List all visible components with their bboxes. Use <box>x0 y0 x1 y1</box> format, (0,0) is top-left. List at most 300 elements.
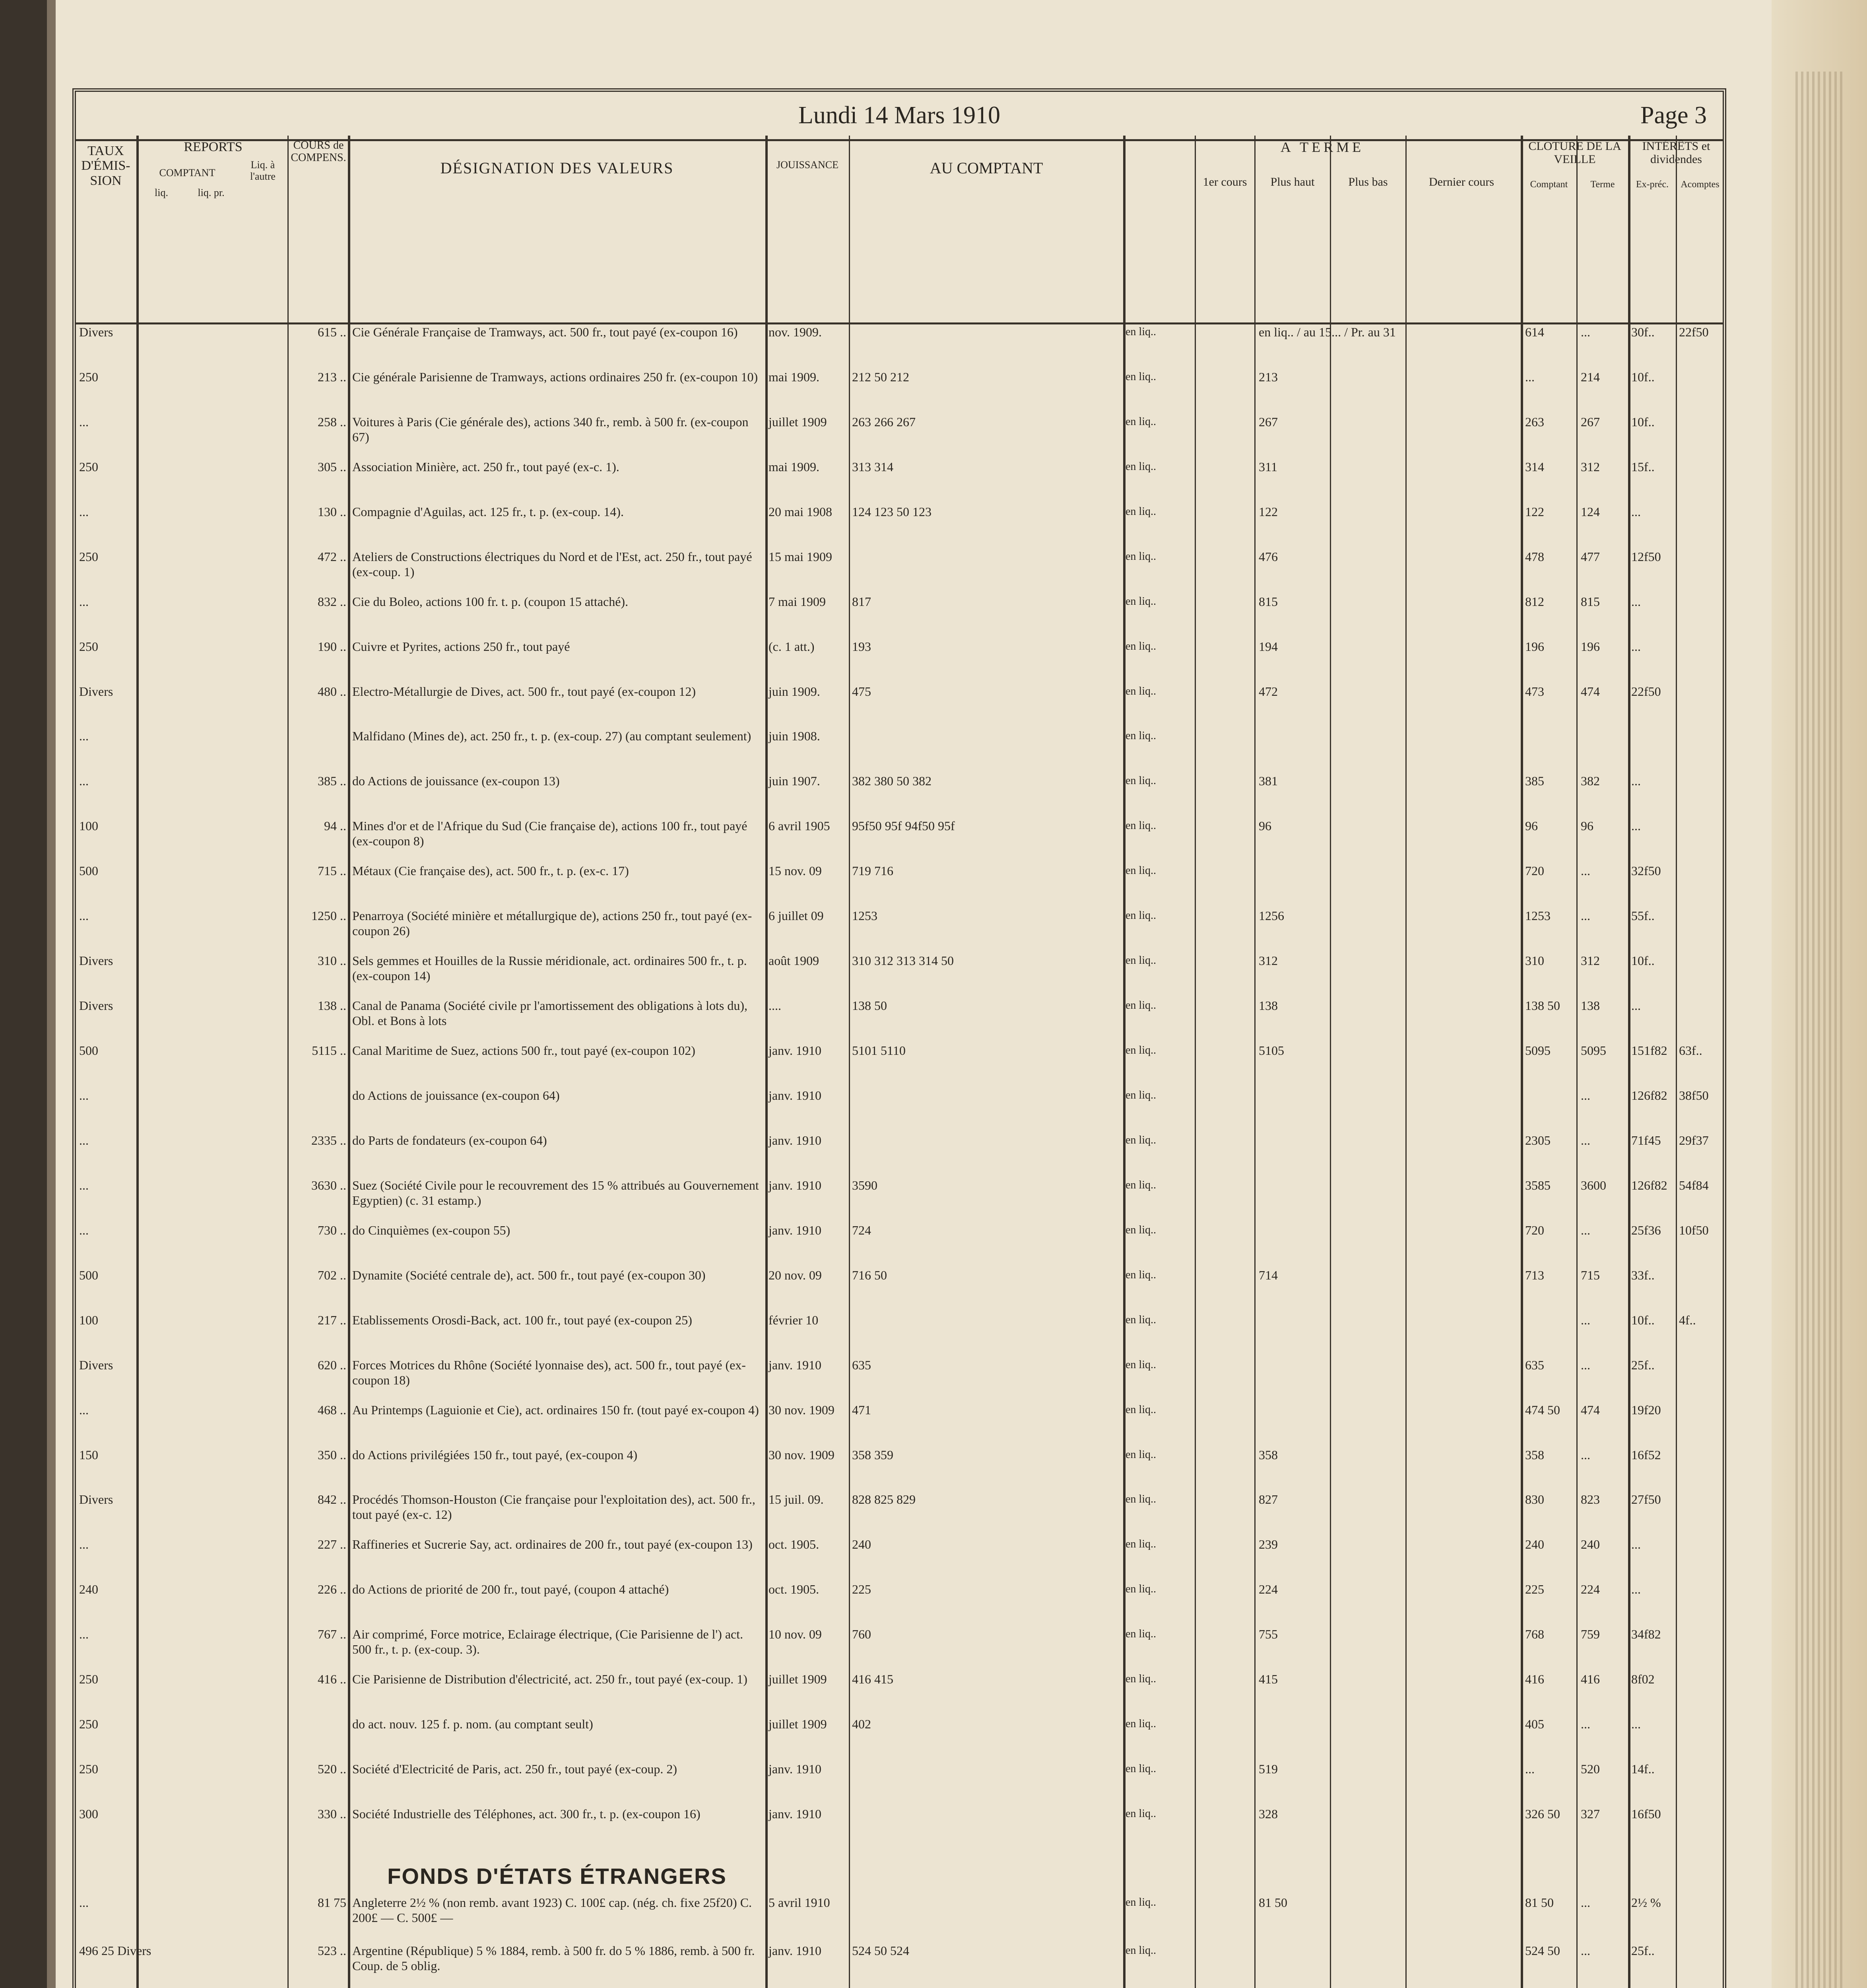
cell-premier-cours: 476 <box>1259 549 1278 564</box>
cell-designation: Voitures à Paris (Cie générale des), actions 340 fr., remb. à 500 fr. (ex-coupon 67) <box>352 415 749 444</box>
cell-designation: Cuivre et Pyrites, actions 250 fr., tout payé <box>352 639 570 654</box>
cell-comptant: 225 <box>852 1582 871 1596</box>
cell-cl-comptant: 768 <box>1525 1627 1544 1641</box>
cell-cours: 5115 .. <box>312 1043 346 1058</box>
cell-jouissance: juin 1907. <box>769 774 820 788</box>
cell-ex-prec: 126f82 <box>1631 1178 1667 1192</box>
cell-cours: 3630 .. <box>311 1178 346 1192</box>
table-row <box>76 1088 1723 1133</box>
cell-cl-terme: 759 <box>1581 1627 1600 1641</box>
cell-liq-marker: en liq.. <box>1126 640 1156 652</box>
cell-ex-prec: 33f.. <box>1631 1268 1655 1282</box>
cell-ex-prec: 10f.. <box>1631 415 1655 429</box>
table-row <box>76 594 1723 639</box>
cell-designation: do act. nouv. 125 f. p. nom. (au comptant seult) <box>352 1717 593 1731</box>
newspaper-page <box>56 0 1867 1988</box>
cell-comptant: 263 266 267 <box>852 415 916 429</box>
cell-cl-terme: 416 <box>1581 1672 1600 1686</box>
cell-cl-terme: ... <box>1581 909 1590 923</box>
cell-designation: Métaux (Cie française des), act. 500 fr., t. p. (ex-c. 17) <box>352 864 629 878</box>
cell-cl-comptant: 478 <box>1525 549 1544 564</box>
cell-cl-terme: 474 <box>1581 684 1600 699</box>
cell-acomptes: 38f50 <box>1679 1088 1709 1103</box>
cell-comptant: 719 716 <box>852 864 893 878</box>
cell-liq-marker: en liq.. <box>1126 505 1156 518</box>
cell-taux: Divers <box>79 1492 113 1507</box>
cell-designation: Raffineries et Sucrerie Say, act. ordinaires de 200 fr., tout payé (ex-coupon 13) <box>352 1537 753 1551</box>
cell-liq-marker: en liq.. <box>1126 326 1156 338</box>
table-row <box>76 1806 1723 1851</box>
cell-comptant: 124 123 50 123 <box>852 505 932 519</box>
cell-premier-cours: 1256 <box>1259 909 1284 923</box>
cell-cl-comptant: 720 <box>1525 1223 1544 1237</box>
cell-premier-cours: 519 <box>1259 1762 1278 1776</box>
table-row <box>76 1043 1723 1088</box>
cell-cl-comptant: 138 50 <box>1525 998 1560 1013</box>
cell-designation: Association Minière, act. 250 fr., tout payé (ex-c. 1). <box>352 460 619 474</box>
cell-taux: 500 <box>79 1043 98 1058</box>
cell-comptant: 724 <box>852 1223 871 1237</box>
cell-taux: 250 <box>79 639 98 654</box>
cell-acomptes: 63f.. <box>1679 1043 1702 1058</box>
cell-cl-terme: ... <box>1581 1717 1590 1731</box>
cell-comptant: 382 380 50 382 <box>852 774 932 788</box>
cell-jouissance: 30 nov. 1909 <box>769 1448 835 1462</box>
cell-cl-terme: 815 <box>1581 594 1600 609</box>
cell-ex-prec: 55f.. <box>1631 909 1655 923</box>
cell-designation: Air comprimé, Force motrice, Eclairage électrique, (Cie Parisienne de l') act. 500 fr., t. p. (ex-coup. 3). <box>352 1627 743 1656</box>
cell-cl-terme: 267 <box>1581 415 1600 429</box>
cell-comptant: 240 <box>852 1537 871 1551</box>
cell-comptant: 402 <box>852 1717 871 1731</box>
cell-jouissance: 5 avril 1910 <box>769 1895 830 1910</box>
cell-cl-comptant: 1253 <box>1525 909 1551 923</box>
cell-liq-marker: en liq.. <box>1126 909 1156 922</box>
cell-taux: ... <box>79 1627 89 1641</box>
cell-taux: 250 <box>79 460 98 474</box>
section-title-fonds-etats-etrangers: FONDS D'ÉTATS ÉTRANGERS <box>387 1864 727 1889</box>
running-head <box>76 97 1723 141</box>
cell-taux: 500 <box>79 1268 98 1282</box>
cell-ex-prec: 10f.. <box>1631 370 1655 384</box>
cell-taux: ... <box>79 1403 89 1417</box>
cell-cours: 730 .. <box>318 1223 346 1237</box>
cell-liq-marker: en liq.. <box>1126 1763 1156 1775</box>
table-row <box>76 1312 1723 1357</box>
table-row <box>76 1133 1723 1178</box>
cell-ex-prec: 22f50 <box>1631 684 1661 699</box>
col-liq-pr: liq. pr. <box>198 187 225 198</box>
cell-jouissance: nov. 1909. <box>769 325 822 339</box>
col-dernier-cours: Dernier cours <box>1428 175 1494 188</box>
cell-premier-cours: 755 <box>1259 1627 1278 1641</box>
col-taux: TAUX D'ÉMIS-SION <box>81 144 130 188</box>
cell-cl-terme: 715 <box>1581 1268 1600 1282</box>
cell-cl-comptant: ... <box>1525 370 1535 384</box>
cell-comptant: 817 <box>852 594 871 609</box>
cell-cl-comptant: ... <box>1525 1762 1535 1776</box>
cell-premier-cours: 472 <box>1259 684 1278 699</box>
cell-taux: 496 25 Divers <box>79 1943 151 1958</box>
cell-designation: Cie Générale Française de Tramways, act. 500 fr., tout payé (ex-coupon 16) <box>352 325 738 339</box>
cell-jouissance: 15 nov. 09 <box>769 864 822 878</box>
cell-taux: 100 <box>79 819 98 833</box>
cell-cl-comptant: 2305 <box>1525 1133 1551 1147</box>
cell-designation: do Cinquièmes (ex-coupon 55) <box>352 1223 510 1237</box>
cell-cours: 767 .. <box>318 1627 346 1641</box>
cell-cours: 305 .. <box>318 460 346 474</box>
cell-ex-prec: 34f82 <box>1631 1627 1661 1641</box>
cell-ex-prec: ... <box>1631 1582 1641 1596</box>
cell-designation: Mines d'or et de l'Afrique du Sud (Cie française de), actions 100 fr., tout payé (ex-coupon 8) <box>352 819 747 848</box>
cell-cl-terme: ... <box>1581 1088 1590 1103</box>
cell-jouissance: août 1909 <box>769 953 819 968</box>
cell-cours: 385 .. <box>318 774 346 788</box>
cell-jouissance: janv. 1910 <box>769 1358 822 1372</box>
table-row <box>76 549 1723 594</box>
cell-jouissance: juillet 1909 <box>769 1672 827 1686</box>
cell-designation: Cie générale Parisienne de Tramways, actions ordinaires 250 fr. (ex-coupon 10) <box>352 370 758 384</box>
cell-comptant: 358 359 <box>852 1448 893 1462</box>
cell-cl-comptant: 5095 <box>1525 1043 1551 1058</box>
cell-liq-marker: en liq.. <box>1126 1944 1156 1957</box>
cell-jouissance: janv. 1910 <box>769 1178 822 1192</box>
cell-jouissance: février 10 <box>769 1313 819 1327</box>
cell-taux: Divers <box>79 1358 113 1372</box>
cell-cl-terme: ... <box>1581 1448 1590 1462</box>
cell-liq-marker: en liq.. <box>1126 1044 1156 1056</box>
table-row <box>76 728 1723 773</box>
cell-taux: ... <box>79 909 89 923</box>
cell-jouissance: 20 nov. 09 <box>769 1268 822 1282</box>
cell-comptant: 5101 5110 <box>852 1043 906 1058</box>
cell-ex-prec: 32f50 <box>1631 864 1661 878</box>
cell-liq-marker: en liq.. <box>1126 1314 1156 1326</box>
cell-cl-comptant: 524 50 <box>1525 1943 1560 1958</box>
cell-designation: Electro-Métallurgie de Dives, act. 500 fr., tout payé (ex-coupon 12) <box>352 684 696 699</box>
cell-comptant: 828 825 829 <box>852 1492 916 1507</box>
cell-jouissance: 7 mai 1909 <box>769 594 826 609</box>
table-row <box>76 1761 1723 1806</box>
cell-liq-marker: en liq.. <box>1126 1179 1156 1191</box>
cell-premier-cours: 5105 <box>1259 1043 1284 1058</box>
table-row <box>76 369 1723 414</box>
table-row <box>76 1943 1723 1988</box>
cell-jouissance: 30 nov. 1909 <box>769 1403 835 1417</box>
cell-cours: 217 .. <box>318 1313 346 1327</box>
cell-ex-prec: 10f.. <box>1631 1313 1655 1327</box>
cell-cl-terme: 474 <box>1581 1403 1600 1417</box>
cell-jouissance: mai 1909. <box>769 460 819 474</box>
cell-premier-cours: 415 <box>1259 1672 1278 1686</box>
cell-jouissance: janv. 1910 <box>769 1043 822 1058</box>
cell-taux: 250 <box>79 370 98 384</box>
cell-cl-terme: 823 <box>1581 1492 1600 1507</box>
cell-designation: do Actions de priorité de 200 fr., tout payé, (coupon 4 attaché) <box>352 1582 669 1596</box>
cell-taux: ... <box>79 1178 89 1192</box>
cell-cours: 416 .. <box>318 1672 346 1686</box>
cell-cl-terme: 382 <box>1581 774 1600 788</box>
cell-cours: 350 .. <box>318 1448 346 1462</box>
cell-jouissance: janv. 1910 <box>769 1943 822 1958</box>
table-row <box>76 1537 1723 1582</box>
cell-cl-comptant: 713 <box>1525 1268 1544 1282</box>
cell-designation: Ateliers de Constructions électriques du Nord et de l'Est, act. 250 fr., tout payé (ex-coup. 1) <box>352 549 752 579</box>
cell-cl-terme: 5095 <box>1581 1043 1606 1058</box>
col-acomptes: Acomptes <box>1681 179 1720 190</box>
cell-cours: 330 .. <box>318 1807 346 1821</box>
cell-ex-prec: 126f82 <box>1631 1088 1667 1103</box>
cell-taux: ... <box>79 774 89 788</box>
cell-cl-terme: ... <box>1581 1895 1590 1910</box>
cell-designation: Dynamite (Société centrale de), act. 500 fr., tout payé (ex-coupon 30) <box>352 1268 706 1282</box>
cell-jouissance: 6 juillet 09 <box>769 909 824 923</box>
cell-liq-marker: en liq.. <box>1126 999 1156 1011</box>
cell-premier-cours: 827 <box>1259 1492 1278 1507</box>
cell-ex-prec: ... <box>1631 639 1641 654</box>
cell-ex-prec: 25f.. <box>1631 1358 1655 1372</box>
cell-cl-comptant: 474 50 <box>1525 1403 1560 1417</box>
cell-cours: 480 .. <box>318 684 346 699</box>
cell-jouissance: oct. 1905. <box>769 1537 819 1551</box>
cell-taux: 250 <box>79 1672 98 1686</box>
table-row <box>76 1402 1723 1447</box>
cell-liq-marker: en liq.. <box>1126 595 1156 608</box>
cell-cours: 472 .. <box>318 549 346 564</box>
col-reports: REPORTS <box>184 140 243 154</box>
cell-jouissance: juillet 1909 <box>769 415 827 429</box>
cell-jouissance: juillet 1909 <box>769 1717 827 1731</box>
cell-ex-prec: ... <box>1631 505 1641 519</box>
book-binding <box>0 0 56 1988</box>
cell-ex-prec: ... <box>1631 774 1641 788</box>
cell-ex-prec: ... <box>1631 1537 1641 1551</box>
cell-ex-prec: 30f.. <box>1631 325 1655 339</box>
cell-liq-marker: en liq.. <box>1126 864 1156 877</box>
col-jouissance: JOUISSANCE <box>776 159 839 171</box>
cell-designation: Cie du Boleo, actions 100 fr. t. p. (coupon 15 attaché). <box>352 594 629 609</box>
cell-comptant: 95f50 95f 94f50 95f <box>852 819 955 833</box>
cell-jouissance: juin 1909. <box>769 684 820 699</box>
cell-designation: Procédés Thomson-Houston (Cie française pour l'exploitation des), act. 500 fr., tout payé (ex-c. 12) <box>352 1492 755 1522</box>
cell-ex-prec: 16f52 <box>1631 1448 1661 1462</box>
cell-ex-prec: 71f45 <box>1631 1133 1661 1147</box>
cell-cl-comptant: 196 <box>1525 639 1544 654</box>
cell-taux: ... <box>79 415 89 429</box>
cell-ex-prec: 151f82 <box>1631 1043 1667 1058</box>
cell-cl-comptant: 635 <box>1525 1358 1544 1372</box>
cell-cl-terme: ... <box>1581 1133 1590 1147</box>
cell-premier-cours: 328 <box>1259 1807 1278 1821</box>
cell-liq-marker: en liq.. <box>1126 819 1156 832</box>
cell-taux: ... <box>79 594 89 609</box>
page-edge <box>1772 0 1867 1988</box>
cell-designation: Malfidano (Mines de), act. 250 fr., t. p. (ex-coup. 27) (au comptant seulement) <box>352 729 751 743</box>
cell-cl-terme: ... <box>1581 325 1590 339</box>
cell-liq-marker: en liq.. <box>1126 730 1156 742</box>
cell-taux: Divers <box>79 953 113 968</box>
cell-cl-terme: 520 <box>1581 1762 1600 1776</box>
col-a-terme: A TERME <box>1280 139 1364 155</box>
cell-cl-comptant: 385 <box>1525 774 1544 788</box>
cell-jouissance: 15 mai 1909 <box>769 549 832 564</box>
col-plus-haut: Plus haut <box>1270 175 1315 188</box>
cell-taux: ... <box>79 1088 89 1103</box>
cell-liq-marker: en liq.. <box>1126 685 1156 697</box>
cell-comptant: 475 <box>852 684 871 699</box>
cell-cours: 94 .. <box>324 819 346 833</box>
cell-comptant: 524 50 524 <box>852 1943 909 1958</box>
cell-taux: Divers <box>79 325 113 339</box>
cell-premier-cours: 267 <box>1259 415 1278 429</box>
table-row <box>76 908 1723 953</box>
cell-cl-terme: 96 <box>1581 819 1593 833</box>
table-row <box>76 639 1723 684</box>
cell-designation: do Parts de fondateurs (ex-coupon 64) <box>352 1133 547 1147</box>
cell-taux: ... <box>79 1537 89 1551</box>
cell-designation: Compagnie d'Aguilas, act. 125 fr., t. p. (ex-coup. 14). <box>352 505 624 519</box>
cell-cours: 620 .. <box>318 1358 346 1372</box>
cell-premier-cours: 213 <box>1259 370 1278 384</box>
cell-cl-comptant: 812 <box>1525 594 1544 609</box>
cell-cours: 190 .. <box>318 639 346 654</box>
cell-designation: Suez (Société Civile pour le recouvrement des 15 % attribués au Gouvernement Egyptien) (c. 31 estamp.) <box>352 1178 759 1208</box>
cell-premier-cours: 381 <box>1259 774 1278 788</box>
page-edge-lines <box>1795 72 1843 1988</box>
cell-taux: 500 <box>79 864 98 878</box>
col-cloture: CLOTURE DE LA VEILLE <box>1528 140 1621 166</box>
table-row <box>76 773 1723 818</box>
cell-liq-marker: en liq.. <box>1126 1538 1156 1550</box>
cell-liq-marker: en liq.. <box>1126 1224 1156 1236</box>
cell-comptant: 193 <box>852 639 871 654</box>
cell-ex-prec: ... <box>1631 1717 1641 1731</box>
cell-liq-marker: en liq.. <box>1126 1269 1156 1281</box>
cell-cl-terme: 224 <box>1581 1582 1600 1596</box>
cell-cl-comptant: 96 <box>1525 819 1538 833</box>
cell-cl-comptant: 358 <box>1525 1448 1544 1462</box>
cell-taux: 250 <box>79 1762 98 1776</box>
col-liq-autre: Liq. à l'autre <box>250 159 276 182</box>
cell-comptant: 716 50 <box>852 1268 887 1282</box>
cell-jouissance: 6 avril 1905 <box>769 819 830 833</box>
cell-liq-marker: en liq.. <box>1126 415 1156 428</box>
cell-ex-prec: 27f50 <box>1631 1492 1661 1507</box>
cell-liq-marker: en liq.. <box>1126 1404 1156 1416</box>
cell-comptant: 471 <box>852 1403 871 1417</box>
cell-cl-terme: 196 <box>1581 639 1600 654</box>
cell-cours: 702 .. <box>318 1268 346 1282</box>
cell-taux: Divers <box>79 998 113 1013</box>
cell-cl-comptant: 830 <box>1525 1492 1544 1507</box>
cell-premier-cours: 815 <box>1259 594 1278 609</box>
cell-designation: Canal Maritime de Suez, actions 500 fr., tout payé (ex-coupon 102) <box>352 1043 695 1058</box>
cell-premier-cours: 194 <box>1259 639 1278 654</box>
col-plus-bas: Plus bas <box>1348 175 1388 188</box>
cell-cl-comptant: 122 <box>1525 505 1544 519</box>
cell-cours: 138 .. <box>318 998 346 1013</box>
cell-cours: 832 .. <box>318 594 346 609</box>
cell-jouissance: janv. 1910 <box>769 1088 822 1103</box>
cell-cours: 81 75 <box>318 1895 346 1910</box>
cell-ex-prec: 10f.. <box>1631 953 1655 968</box>
table-row <box>76 1895 1723 1943</box>
cell-jouissance: (c. 1 att.) <box>769 639 815 654</box>
col-ex-prec: Ex-préc. <box>1636 179 1669 190</box>
cell-jouissance: mai 1909. <box>769 370 819 384</box>
cell-comptant: 760 <box>852 1627 871 1641</box>
page-frame <box>72 88 1726 1988</box>
cell-designation: Forces Motrices du Rhône (Société lyonnaise des), act. 500 fr., tout payé (ex-coupon 18) <box>352 1358 746 1387</box>
cell-cl-comptant: 720 <box>1525 864 1544 878</box>
cell-ex-prec: 19f20 <box>1631 1403 1661 1417</box>
cell-jouissance: juin 1908. <box>769 729 820 743</box>
table-row <box>76 1716 1723 1761</box>
cell-cl-terme: 312 <box>1581 460 1600 474</box>
cell-taux: ... <box>79 1133 89 1147</box>
cell-taux: ... <box>79 729 89 743</box>
cell-liq-marker: en liq.. <box>1126 775 1156 787</box>
cell-designation: Canal de Panama (Société civile pr l'amortissement des obligations à lots du), Obl. et Bons à lots <box>352 998 747 1028</box>
cell-cl-comptant: 310 <box>1525 953 1544 968</box>
cell-designation: Argentine (République) 5 % 1884, remb. à 500 fr. do 5 % 1886, remb. à 500 fr. Coup. de 5 oblig. <box>352 1943 755 1973</box>
cell-cl-terme: ... <box>1581 1223 1590 1237</box>
table-row <box>76 863 1723 908</box>
table-row <box>76 684 1723 729</box>
cell-cl-terme: ... <box>1581 1943 1590 1958</box>
cell-jouissance: 20 mai 1908 <box>769 505 832 519</box>
col-designation: DÉSIGNATION DES VALEURS <box>440 159 674 177</box>
cell-jouissance: 15 juil. 09. <box>769 1492 824 1507</box>
cell-cours: 310 .. <box>318 953 346 968</box>
cell-premier-cours: 239 <box>1259 1537 1278 1551</box>
cell-ex-prec: ... <box>1631 594 1641 609</box>
col-au-comptant: AU COMPTANT <box>930 159 1043 177</box>
cell-cours: 130 .. <box>318 505 346 519</box>
cell-ex-prec: 2½ % <box>1631 1895 1661 1910</box>
cell-cl-comptant: 240 <box>1525 1537 1544 1551</box>
cell-premier-cours: 81 50 <box>1259 1895 1287 1910</box>
cell-ex-prec: 16f50 <box>1631 1807 1661 1821</box>
cell-liq-marker: en liq.. <box>1126 371 1156 383</box>
cell-comptant: 313 314 <box>852 460 893 474</box>
cell-ex-prec: ... <box>1631 819 1641 833</box>
cell-premier-cours: 96 <box>1259 819 1271 833</box>
table-row <box>76 1357 1723 1402</box>
cell-taux: ... <box>79 1223 89 1237</box>
table-row <box>76 1178 1723 1223</box>
cell-premier-cours: 138 <box>1259 998 1278 1013</box>
cell-comptant: 416 415 <box>852 1672 893 1686</box>
cell-ex-prec: ... <box>1631 998 1641 1013</box>
cell-designation: do Actions privilégiées 150 fr., tout payé, (ex-coupon 4) <box>352 1448 638 1462</box>
cell-cours: 213 .. <box>318 370 346 384</box>
cell-cl-comptant: 263 <box>1525 415 1544 429</box>
cell-designation: do Actions de jouissance (ex-coupon 13) <box>352 774 560 788</box>
col-comptant: COMPTANT <box>159 167 215 179</box>
cell-ex-prec: 15f.. <box>1631 460 1655 474</box>
cell-cours: 842 .. <box>318 1492 346 1507</box>
cell-liq-marker: en liq.. <box>1126 1807 1156 1820</box>
cell-taux: 250 <box>79 1717 98 1731</box>
table-row <box>76 998 1723 1043</box>
cell-cours: 520 .. <box>318 1762 346 1776</box>
cell-premier-cours: 224 <box>1259 1582 1278 1596</box>
table-row <box>76 818 1723 863</box>
cell-acomptes: 29f37 <box>1679 1133 1709 1147</box>
cell-liq-marker: en liq.. <box>1126 1583 1156 1595</box>
cell-cl-terme: 312 <box>1581 953 1600 968</box>
